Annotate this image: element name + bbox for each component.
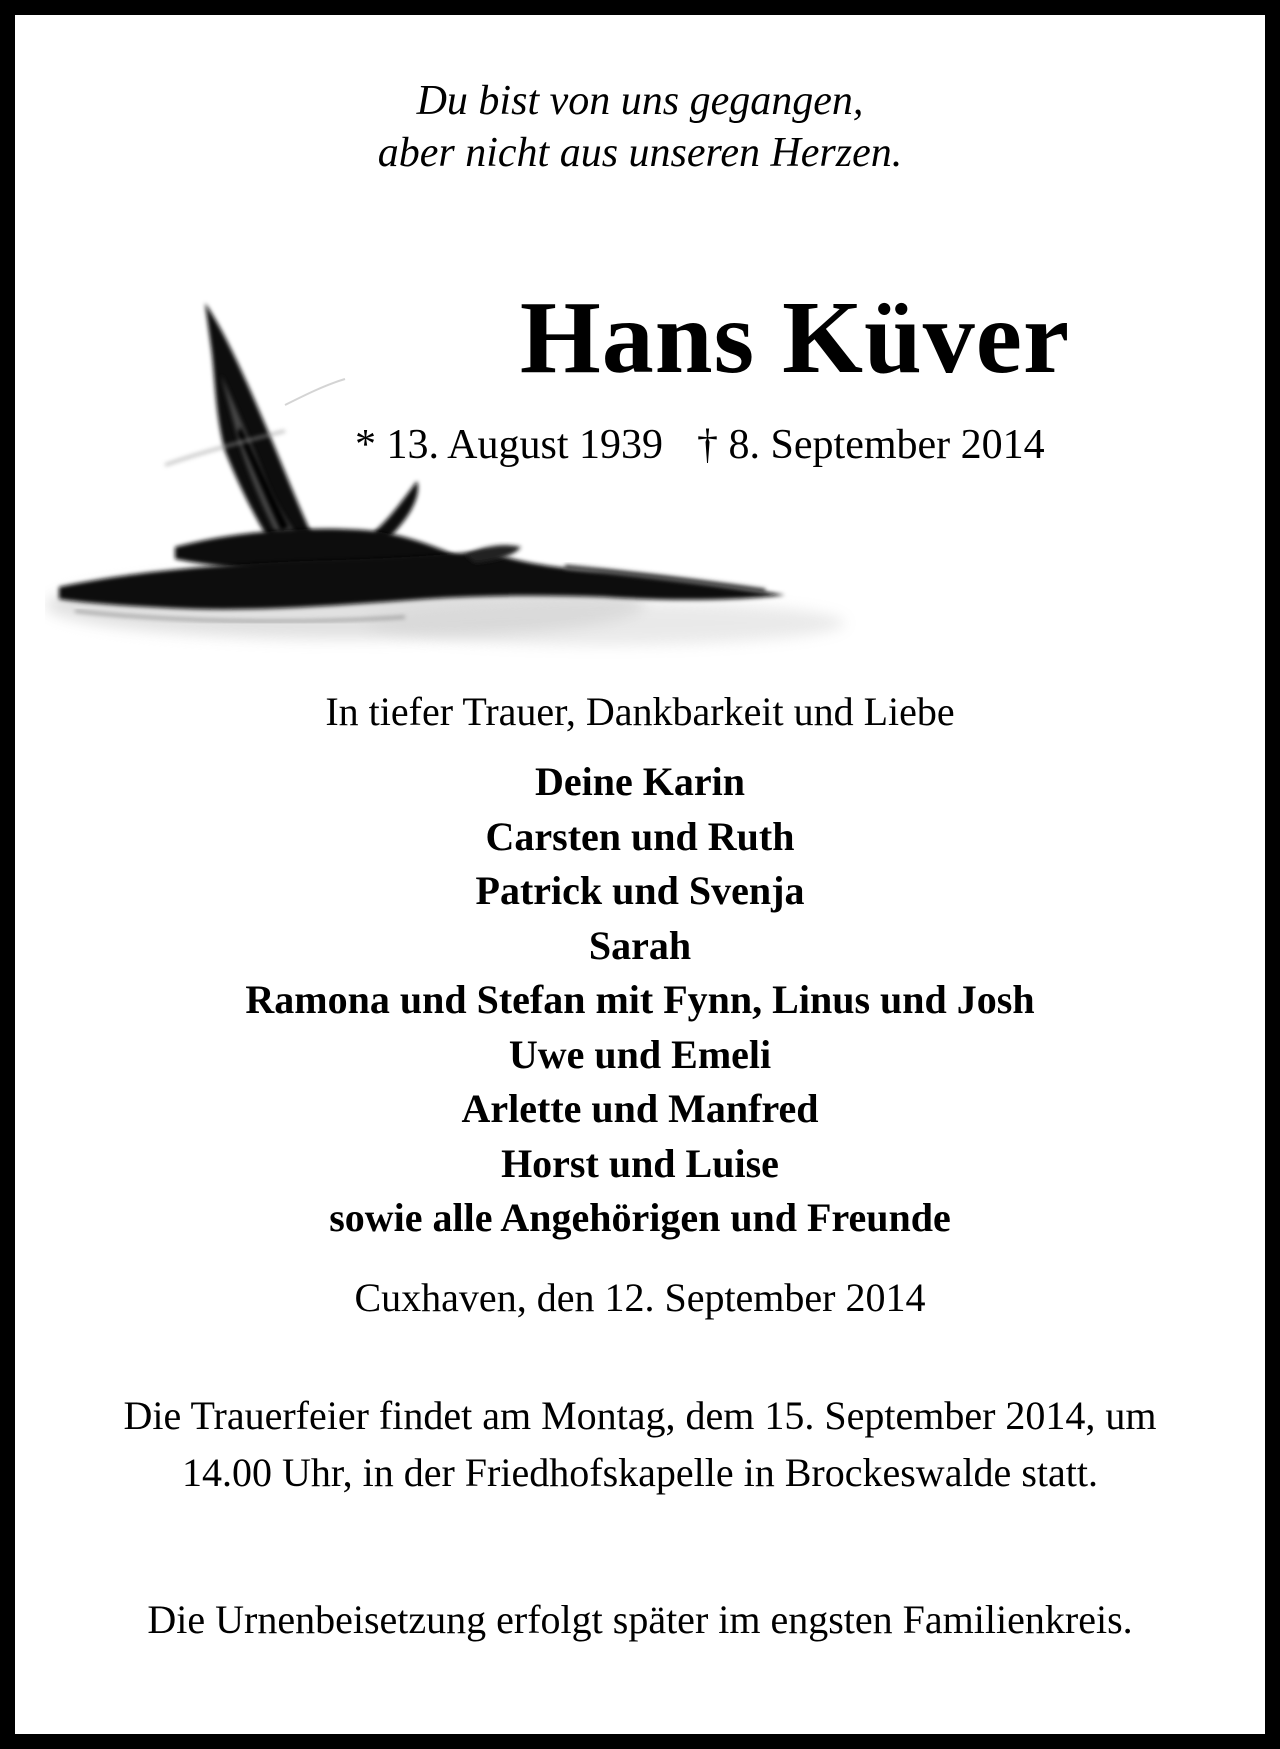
death-date: † 8. September 2014 (697, 422, 1045, 468)
mourner-line: Sarah (588, 922, 692, 968)
urn-burial-notice: Die Urnenbeisetzung erfolgt später im engsten Familienkreis. (147, 1597, 1133, 1642)
mourner-line: Ramona und Stefan mit Fynn, Linus und Josh (245, 977, 1035, 1022)
mourning-intro: In tiefer Trauer, Dankbarkeit und Liebe (325, 689, 955, 734)
mourner-line: sowie alle Angehörigen und Freunde (329, 1195, 951, 1240)
mourner-line: Carsten und Ruth (485, 813, 795, 859)
life-dates (355, 420, 1215, 470)
mourners-list (15, 755, 1265, 1246)
motto (15, 75, 1265, 179)
mourner-line: Deine Karin (535, 759, 745, 804)
deceased-name: Hans Küver (519, 280, 1071, 395)
mourner-line: Uwe und Emeli (508, 1031, 772, 1077)
funeral-service-notice: Die Trauerfeier findet am Montag, dem 15. September 2014, um 14.00 Uhr, in der Friedhofskapelle in Brockeswalde statt. (123, 1393, 1157, 1495)
birth-date: * 13. August 1939 (355, 422, 664, 468)
motto-line-2: aber nicht aus unseren Herzen. (377, 130, 903, 176)
obituary-card (15, 15, 1265, 1734)
place-and-date: Cuxhaven, den 12. September 2014 (354, 1275, 926, 1320)
mourner-line: Patrick und Svenja (475, 868, 805, 913)
motto-line-1: Du bist von uns gegangen, (416, 78, 864, 124)
mourner-line: Horst und Luise (501, 1140, 779, 1186)
mourner-line: Arlette und Manfred (461, 1086, 819, 1131)
